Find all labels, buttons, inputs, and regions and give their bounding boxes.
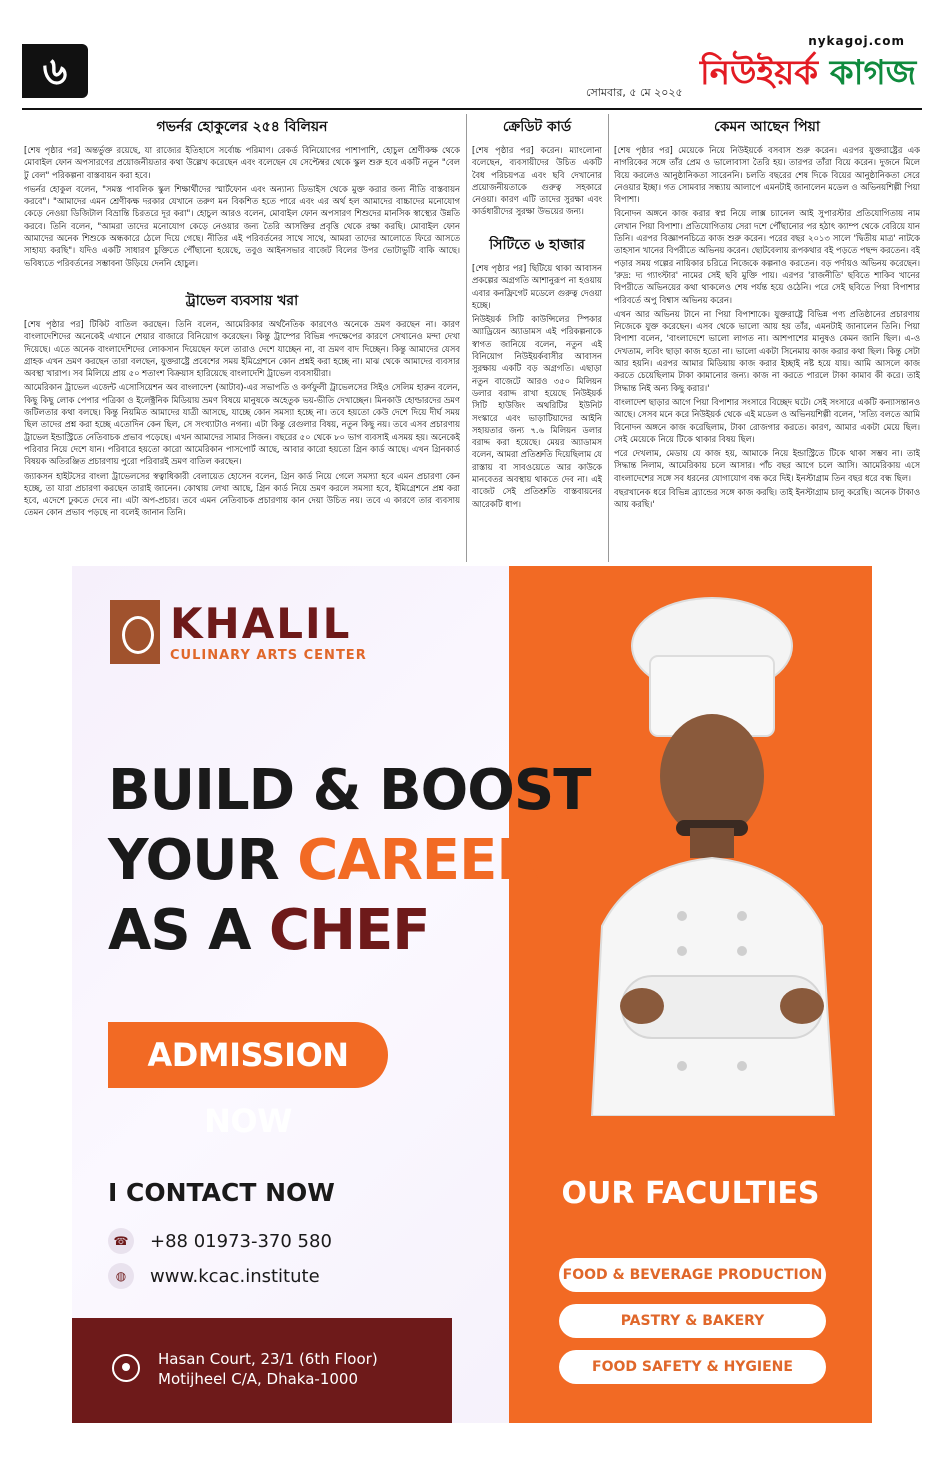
advertisement-khalil[interactable] — [72, 566, 872, 1423]
article-piya — [614, 118, 920, 562]
headline-line1: BUILD & BOOST — [108, 758, 591, 823]
globe-icon: ◍ — [108, 1263, 134, 1289]
chef-photo — [572, 596, 872, 1116]
article-title: সিটিতে ৬ হাজার — [489, 237, 585, 253]
faculties-box — [509, 1156, 872, 1423]
ad-headline — [108, 756, 590, 966]
article-travel — [24, 292, 460, 562]
logo-name: KHALIL — [170, 599, 352, 648]
page-number: ৬ — [22, 44, 88, 98]
article-paragraph: বছরখানেক ধরে বিভিন্ন ব্র্যান্ডের সঙ্গে কাজ করছি। তাই ইনস্টাগ্রাম চালু করেছি। অনেক টাকাও আয় করছি।' — [614, 487, 920, 510]
article-paragraph: [শেষ পৃষ্ঠার পর] অন্তর্ভুক্ত রয়েছে, যা রাজ্যের ইতিহাসে সর্বোচ্চ পরিমাণ। রেকর্ড বিনিয়োগের পাশাপাশি, হোচুল শ্রেণীকক্ষ থেকে মোবাইল ফোন অপসারণের প্রয়োজনীয়তার কথা উল্লেখ করেছেন এবং বলেছেন যে সেপ্টেম্বর থেকে স্কুল শুরু হবে একটি নতুন "বেল টু বেল" পরিকল্পনা বাস্তবায়ন করা হবে। — [24, 145, 460, 180]
article-paragraph: [শেষ পৃষ্ঠার পর] মেয়েকে নিয়ে নিউইয়র্কে বসবাস শুরু করেন। এরপর যুক্তরাষ্ট্রের এক নাগরিকের সঙ্গে তাঁর প্রেম ও ভালোবাসা তৈরি হয়। তারপর তাঁরা বিয়ে করেন। দুজনে মিলে বিয়ে করলেও আনুষ্ঠানিকতা সারেননি। চলতি বছরের শেষ দিকে বিয়ের আনুষ্ঠানিকতা সেরে নেওয়ার ইচ্ছা। গত সোমবার সন্ধ্যায় আলাপে এমনটাই জানালেন মডেল ও অভিনয়শিল্পী পিয়া বিপাশা। — [614, 145, 920, 205]
article-paragraph: পরে দেখলাম, মেডায় যে কাজ হয়, আমাকে নিয়ে ইন্ডাস্ট্রিতে টিকে থাকা সম্ভব না। তাই সিদ্ধান্ত নিলাম, আমেরিকায় চলে আসার। পাঁচ বছর আগে চলে আসি। আমেরিকায় এসে বাংলাদেশের সঙ্গে সব ধরনের যোগাযোগ বন্ধ করে দিই। ইনস্টাগ্রাম তিন বছর ধরে বন্ধ ছিল। — [614, 448, 920, 483]
masthead-part1: নিউইয়র্ক — [700, 53, 819, 93]
article-paragraph: [শেষ পৃষ্ঠার পর] করেন। ম্যাংলোনা বলেছেন, ব্যবসায়ীদের উচিত একটি বৈধ পরিচয়পত্র এবং ছবি দেখানোর প্রয়োজনীয়তাকে গুরুত্ব সহকারে নেওয়া। কারণ এটি তাদের সুরক্ষা এবং কার্ডধারীদের সুরক্ষা উভয়ের জন্য। — [472, 145, 602, 217]
headline-line3-b: CHEF — [269, 898, 430, 963]
article-paragraph: নিউইয়র্ক সিটি কাউন্সিলের স্পিকার অ্যাড্রিয়েন অ্যাডামস এই পরিকল্পনাকে স্বাগত জানিয়ে বলেন, নতুন এই বিনিয়োগ নিউইয়র্কবাসীর আবাসন সুরক্ষায় একটি বড় অগ্রগতি। এছাড়া নতুন বাজেটে আরও ৩৫০ মিলিয়ন ডলার বরাদ্দ রাখা হয়েছে নিউইয়র্ক সিটি হাউজিং অথরিটির ইউনিট সংস্কারে এবং ভাড়াটিয়াদের আইনি সহায়তার জন্য ৭.৬ মিলিয়ন ডলার বরাদ্দ করা হয়েছে। মেয়র অ্যাডামস বলেন, আমরা প্রতিশ্রুতি দিয়েছিলাম যে রাস্তায় বা সাবওয়েতে আর কাউকে মানবেতর অবস্থায় থাকতে দেব না। এই বাজেট সেই প্রতিশ্রুতি বাস্তবায়নের আরেকটি ধাপ। — [472, 314, 602, 509]
article-paragraph: গভর্নর হোকুল বলেন, "সমস্ত পাবলিক স্কুল শিক্ষার্থীদের স্মার্টফোন এবং অন্যান্য ডিভাইস থেকে মুক্ত করার জন্য নীতি বাস্তবায়ন করবে"। "আমাদের এমন শ্রেণীকক্ষ দরকার যেখানে তরুণ মন বিকশিত হতে পারে এবং এর অর্থ হল আমাদের বাচ্চাদের মনোযোগ কেড়ে নেওয়া ডিজিটাল বিভ্রান্তি চিরতরে দূর করা"। হোচুল আরও বলেন, মোবাইল ফোন অপসারণ শিশুদের মানসিক স্বাস্থ্যের উন্নতি করবে। তিনি বলেন, "আমরা তাদের মনোযোগ কেড়ে নেওয়ার জন্য তৈরি আসক্তির প্রবৃত্তি থেকে রক্ষা করছি। মোবাইল ফোন আমাদের অনেক শিশুকে অন্ধকারে ঠেলে দিয়ে গেছে। নীতির এই পরিবর্তনের সাথে সাথে, আমরা তাদের আলোতে ফিরে আসতে সাহায্য করছি"। যদিও একটি সাধারণ চুক্তিতে পৌঁছানো হয়েছে, তবুও আইনসভার বাজেট বিলের উপর ভোটাভুটি বাকি আছে। ভবিষ্যতে পরিবর্তনের সম্ভাবনা উড়িয়ে দেননি হোচুল। — [24, 183, 460, 268]
website-url[interactable]: www.kcac.institute — [150, 1265, 320, 1287]
address-bar — [72, 1318, 452, 1423]
article-title: ক্রেডিট কার্ড — [502, 119, 572, 135]
location-pin-icon — [112, 1354, 140, 1382]
masthead-logo — [700, 44, 940, 102]
header-divider — [22, 108, 922, 110]
article-title: ট্রাভেল ব্যবসায় খরা — [185, 293, 299, 309]
contact-phone[interactable] — [108, 1228, 332, 1254]
headline-line2-b: CAREER — [297, 828, 539, 893]
site-url[interactable]: nykagoj.com — [808, 34, 905, 48]
contact-title: I CONTACT NOW — [108, 1178, 335, 1207]
article-paragraph: বিনোদন অঙ্গনে কাজ করার স্বপ্ন নিয়ে লাক্স চ্যানেল আই সুপারস্টার প্রতিযোগিতায় নাম লেখান পিয়া বিপাশা। প্রতিযোগিতায় সেরা দশে পৌঁছানোর পর হঠাৎ ক্যাম্প থেকে বেরিয়ে যান তিনি। এরপর বিজ্ঞাপনচিত্রে কাজ শুরু করেন। পরের বছর ২০১৩ সালে 'দ্বিতীয় মাত্র' নাটকে তাহসান খানের বিপরীতে অভিনয় করেন। ছোটবেলায় রূপকথার বই পড়তে পছন্দ করতেন। বই পড়ার সময় গল্পের নায়িকার চরিত্রে নিজেকে কল্পনাও করতেন। বড় পর্দায়ও অভিনয় করেছেন। 'রুদ্র: দ্য গ্যাংস্টার' নামের সেই ছবি মুক্তি পায়। এরপর 'রাজনীতি' ছবিতে শাকিব খানের বিপরীতে অভিনয়ের কথা থাকলেও শেষ পর্যন্ত হয়ে ওঠেনি। পরে সেই ছবিতে পিয়া বিপাশার পরিবর্তে অপু বিশ্বাস অভিনয় করেন। — [614, 208, 920, 305]
faculty-food-safety[interactable]: FOOD SAFETY & HYGIENE — [559, 1350, 826, 1384]
logo-subtitle: CULINARY ARTS CENTER — [170, 648, 367, 663]
article-governor — [24, 118, 460, 288]
column-divider — [608, 114, 609, 562]
column-divider — [466, 114, 467, 562]
article-city — [472, 236, 602, 562]
issue-date: সোমবার, ৫ মে ২০২৫ — [586, 86, 683, 99]
article-credit-card — [472, 118, 602, 236]
article-paragraph: আমেরিকান ট্রাভেল এজেন্ট এসোসিয়েশন অব বাংলাদেশ (আটাব)-এর সভাপতি ও কর্ণফুলী ট্রাভেলসের সিইও সেলিম হারুন বলেন, কিছু কিছু লোক পেপার পত্রিকা ও ইলেক্ট্রনিক মিডিয়ায় ভ্রমণ বিষয়ে মানুষকে অহেতুক ভয়-ভীতি দেখাচ্ছেন। মিনকাউ হোল্ডারদের ভ্রমণ জটিলতার কথা বলছে। কিন্তু নিয়মিত আমাদের যাত্রী আসছে, যাচ্ছে কোন সমস্যা হচ্ছে না। তবে হয়তো কেউ দেশে দিয়ে দীর্ঘ সময় ছিল তাদের প্রশ্ন করা হচ্ছে এতোদিন কেন ছিল, সে সংখ্যাটাও নগন্য। এটা কিন্তু রেগুলার বিষয়, নতুন কিছু নয়। তবে এসব প্রচারণায় ট্রাভেল ইন্ডাস্ট্রিতে নেতিবাচক প্রভাব পড়েছে। এখন আমাদের সামার সিজন। বছরের ৫০ থেকে ৮০ ভাগ ব্যবসাই এসময় হয়। অনেকেই পরিবার নিয়ে দেশে যান। পরিবারে হয়তো কারো আমেরিকান পাসপোর্ট আছে, আবার কারো হয়তো গ্রিন কার্ড আছে। এখন গ্রিনকার্ড বিষয়ক অতিরঞ্জিত প্রচারণায় পুরো পরিবারই ভ্রমণ বাতিল করছেন। — [24, 382, 460, 467]
headline-line2-a: YOUR — [108, 828, 298, 893]
headline-line3-a: AS A — [108, 898, 270, 963]
phone-icon: ☎ — [108, 1228, 134, 1254]
faculties-title: OUR FACULTIES — [561, 1176, 820, 1211]
masthead-part2: কাগজ — [829, 53, 917, 93]
article-paragraph: [শেষ পৃষ্ঠার পর] টিকিট বাতিল করছেন। তিনি বলেন, আমেরিকার অর্থনৈতিক কারণেও অনেকে ভ্রমণ করছেন না। কারণ বাংলাদেশিদের অনেকেই এখানে শেয়ার বাজারে বিনিয়োগ করেছেন। কিন্তু ট্রাম্পের বিভিন্ন পদক্ষেপের কারণে সেখানেও মন্দা দেখা দিয়েছে। এতে অনেক বাংলাদেশিদের লোকসান দিয়েছেন ফলে তারাও দেশে যাচ্ছেন না, বা ভ্রমণ বাদ দিচ্ছেন। কিন্তু আমাদের যেসব গ্রাহক এখন ভ্রমণ করছেন তারা বলছেন, যুক্তরাষ্ট্রে প্রবেশের সময় ইমিগ্রেশনে কোন প্রশ্নই করা হচ্ছে না। মাঝ থেকে আমাদের ব্যবসার অবস্থা খারাপ। সব মিলিয়ে প্রায় ৫০ শতাংশ বিক্রয়াস হারিয়েছে বাংলাদেশি ট্রাভেল ব্যবসায়ীরা। — [24, 319, 460, 379]
article-title: কেমন আছেন পিয়া — [714, 119, 820, 135]
headline-line2 — [108, 826, 590, 896]
article-title: গভর্নর হোকুলের ২৫৪ বিলিয়ন — [156, 119, 328, 135]
page-header — [0, 0, 945, 108]
bottom-margin — [72, 1423, 872, 1461]
headline-line3 — [108, 896, 590, 966]
phone-number[interactable]: +88 01973-370 580 — [150, 1230, 332, 1252]
admission-now-button[interactable]: ADMISSION NOW — [108, 1022, 388, 1088]
khalil-logo-icon — [110, 600, 160, 664]
article-paragraph: এখন আর অভিনয় টানে না পিয়া বিপাশাকে। যুক্তরাষ্ট্রে বিভিন্ন পণ্য প্রতিষ্ঠানের প্রচারণায় নিজেকে যুক্ত করেছেন। এসব থেকে ভালো আয় হয় তাঁর, এমনটাই জানালেন তিনি। পিয়া বিপাশা বলেন, 'বাংলাদেশে ভালো লাগত না। আশপাশের মানুষও কেমন জানি ছিল। এ-ও দেখতাম, লবিং ছাড়া কাজ হতো না। ভালো একটা সিনেমায় কাজ করার কথা ছিল। কিন্তু সেটা আর হয়নি। এরপর আমার মিডিয়ায় কাজ করার ইচ্ছাই নষ্ট হয়ে যায়। আমি আসলে কাজ করতে চেয়েছিলাম টাকা কামানোর জন্য। কাজ না করতে পারলে টাকা কামাব কী করে। তাই সিদ্ধান্ত নিই অন্য কিছু করার।' — [614, 308, 920, 393]
article-paragraph: বাংলাদেশ ছাড়ার আগে পিয়া বিপাশার সংসারে বিচ্ছেদ ঘটে। সেই সংসারে একটি কন্যাসন্তানও আছে। সেসব মনে করে নিউইয়র্ক থেকে এই মডেল ও অভিনয়শিল্পী বলেন, 'সত্যি বলতে আমি বিনোদন অঙ্গনে কাজ করেছিলাম, টাকা রোজগার করতে। কারণ, আমার একটা মেয়ে ছিল। সেই মেয়েকে নিয়ে টিকে থাকার বিষয় ছিল। — [614, 396, 920, 444]
address-line1: Hasan Court, 23/1 (6th Floor) — [158, 1350, 378, 1368]
faculty-pastry-bakery[interactable]: PASTRY & BAKERY — [559, 1304, 826, 1338]
contact-website[interactable] — [108, 1263, 320, 1289]
faculty-food-beverage[interactable]: FOOD & BEVERAGE PRODUCTION — [559, 1258, 826, 1292]
address-line2: Motijheel C/A, Dhaka-1000 — [158, 1370, 359, 1388]
article-paragraph: জ্যাকসন হাইটসের বাংলা ট্রাভেলসের স্বত্বাধিকারী বেলায়েত হোসেন বলেন, গ্রিন কার্ড নিয়ে গেলে সমস্যা হবে এমন প্রচারণা কেন হচ্ছে, তা যারা প্রচারণা করছেন তারাই জানেন। কোথায় লেখা আছে, গ্রিন কার্ড নিয়ে ভ্রমণ করলে সমস্যা হবে, ইমিগ্রেশনে প্রশ্ন করা হবে, এদেশে ঢুকতে দেবে না। এটা অপ-প্রচার। তবে এমন নেতিবাচক প্রচারণায় কান দেয়া উচিত নয়। তবে এ কারণে তার ব্যবসায় তেমন কোন প্রভাব পড়ছে না বলেই জানান তিনি। — [24, 470, 460, 518]
article-paragraph: [শেষ পৃষ্ঠার পর] ছিটিয়ে থাকা আবাসন প্রকল্পের অগ্রগতি আশানুরূপ না হওয়ায় এবার কনফ্রিগেট মডেলে গুরুত্ব দেওয়া হচ্ছে। — [472, 263, 602, 310]
